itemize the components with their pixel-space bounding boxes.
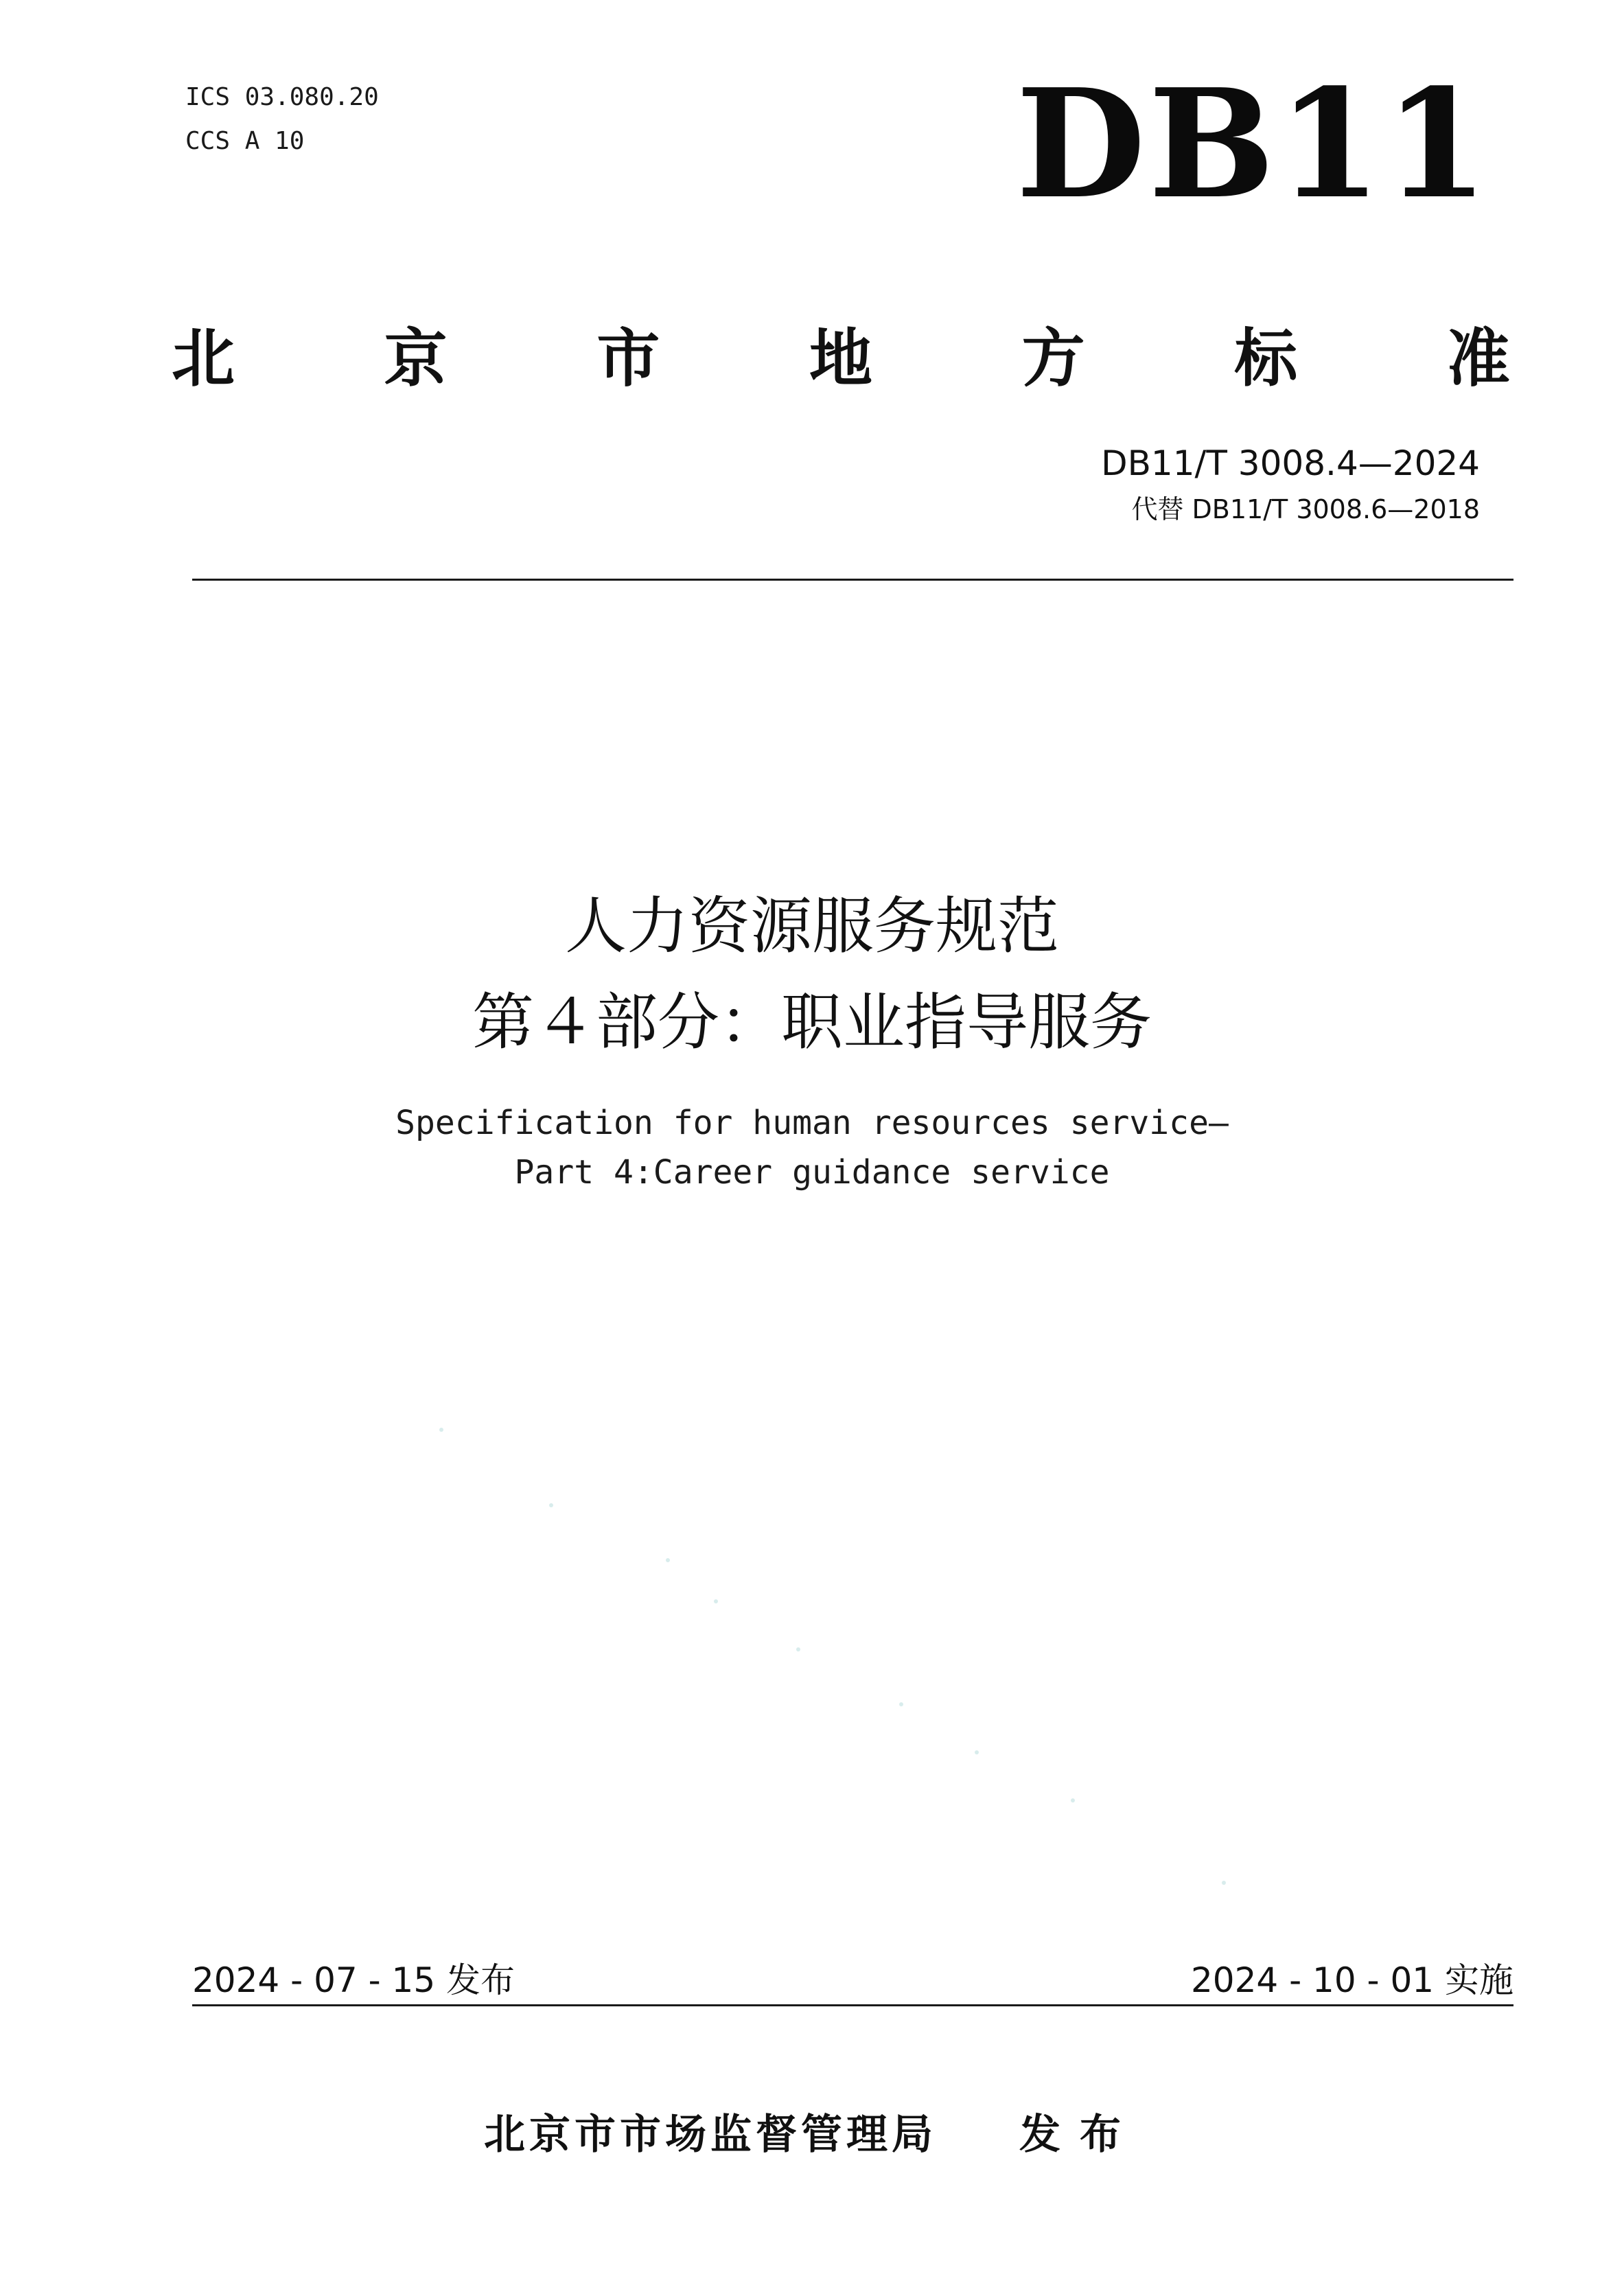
title-cn-line2: 第４部分：职业指导服务	[472, 986, 1152, 1058]
heading-char: 京	[384, 322, 448, 395]
heading-char: 方	[1021, 322, 1085, 395]
header-divider	[192, 579, 1513, 581]
heading-char: 地	[809, 322, 872, 395]
standard-number-block	[1101, 439, 1480, 531]
footer-divider	[192, 2004, 1513, 2006]
implementation-date: 2024 - 10 - 01 实施	[1190, 1960, 1513, 2000]
ccs-code: CCS A 10	[185, 127, 305, 155]
scan-speck	[796, 1647, 800, 1651]
classification-codes	[185, 76, 379, 163]
db11-mark: DB11	[1016, 56, 1492, 232]
issue-date: 2024 - 07 - 15 发布	[192, 1960, 515, 2000]
ics-code: ICS 03.080.20	[185, 83, 379, 111]
replaces-standard: 代替 DB11/T 3008.6—2018	[1131, 494, 1480, 524]
standard-type-heading	[172, 312, 1510, 395]
scan-speck	[1071, 1798, 1075, 1802]
scan-speck	[666, 1558, 670, 1562]
chinese-title	[0, 879, 1624, 1071]
dates-row	[192, 1953, 1513, 2008]
standard-code: DB11/T 3008.4—2024	[1101, 443, 1480, 483]
scan-speck	[549, 1503, 553, 1507]
scan-speck	[975, 1750, 979, 1754]
title-en-line2: Part 4:Career guidance service	[514, 1153, 1110, 1192]
issuer-action: 发布	[1019, 2111, 1140, 2159]
heading-char: 准	[1446, 322, 1510, 395]
issuing-authority	[0, 2104, 1624, 2166]
heading-char: 标	[1234, 322, 1298, 395]
scan-speck	[439, 1428, 443, 1432]
scan-speck	[899, 1702, 903, 1706]
title-cn-line1: 人力资源服务规范	[565, 890, 1059, 962]
title-en-line1: Specification for human resources service—	[395, 1104, 1229, 1142]
issuer-org: 北京市市场监督管理局	[484, 2111, 937, 2159]
heading-char: 市	[596, 322, 660, 395]
english-title	[0, 1098, 1624, 1197]
heading-char: 北	[172, 322, 235, 395]
scan-speck	[1222, 1881, 1226, 1885]
scan-speck	[714, 1599, 718, 1603]
